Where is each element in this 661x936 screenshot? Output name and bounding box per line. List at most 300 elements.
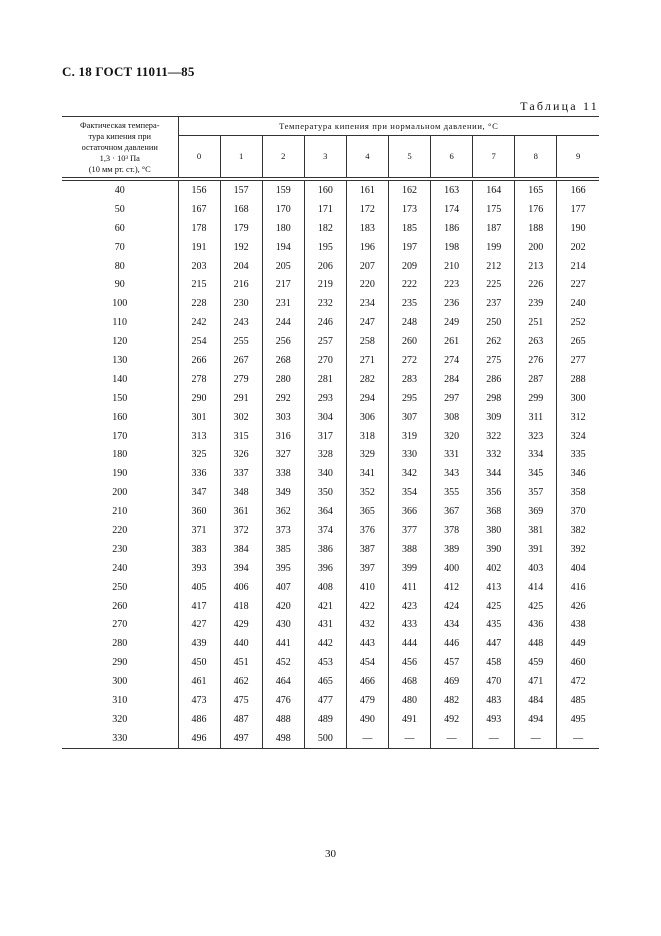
table-cell: 461 [178, 672, 220, 691]
table-cell: 457 [431, 653, 473, 672]
table-cell: 250 [473, 313, 515, 332]
table-cell: 198 [431, 238, 473, 257]
table-cell: 438 [557, 615, 599, 634]
table-row [62, 408, 599, 427]
column-header: 3 [304, 135, 346, 177]
table-cell: 418 [220, 597, 262, 616]
row-header-line: остаточном давлении [81, 142, 158, 152]
row-label: 160 [112, 411, 128, 423]
table-cell: 295 [388, 389, 430, 408]
table-cell: 470 [473, 672, 515, 691]
table-cell: 381 [515, 521, 557, 540]
table-cell: 426 [557, 597, 599, 616]
table-cell: 276 [515, 351, 557, 370]
table-cell: 407 [262, 578, 304, 597]
table-cell: 266 [178, 351, 220, 370]
table-cell: 311 [515, 408, 557, 427]
table-cell: 202 [557, 238, 599, 257]
table-cell: 424 [431, 597, 473, 616]
table-cell: 182 [304, 219, 346, 238]
table-cell: 197 [388, 238, 430, 257]
table-cell: 234 [346, 294, 388, 313]
row-label: 150 [112, 392, 128, 404]
table-cell: 374 [304, 521, 346, 540]
table-cell: 206 [304, 257, 346, 276]
table-cell: 440 [220, 634, 262, 653]
table-cell: 258 [346, 332, 388, 351]
table-cell: 260 [388, 332, 430, 351]
row-label: 260 [112, 600, 128, 612]
table-cell: 272 [388, 351, 430, 370]
table-cell: 466 [346, 672, 388, 691]
row-header-line: тура кипения при [88, 131, 152, 141]
table-cell: 280 [262, 370, 304, 389]
table-cell: 442 [304, 634, 346, 653]
table-cell: 275 [473, 351, 515, 370]
table-row [62, 615, 599, 634]
table-cell: 429 [220, 615, 262, 634]
table-cell: 496 [178, 729, 220, 748]
table-cell: 309 [473, 408, 515, 427]
table-cell: 475 [220, 691, 262, 710]
table-cell: 454 [346, 653, 388, 672]
table-cell: 431 [304, 615, 346, 634]
table-cell: 387 [346, 540, 388, 559]
table-row [62, 540, 599, 559]
table-cell: 261 [431, 332, 473, 351]
table-cell: 391 [515, 540, 557, 559]
table-cell: 179 [220, 219, 262, 238]
table-cell: 187 [473, 219, 515, 238]
table-cell: 220 [346, 275, 388, 294]
table-cell: 324 [557, 427, 599, 446]
table-cell: 190 [557, 219, 599, 238]
table-cell: 291 [220, 389, 262, 408]
table-cell: 320 [431, 427, 473, 446]
table-cell: 456 [388, 653, 430, 672]
table-cell: — [557, 729, 599, 748]
table-cell: 212 [473, 257, 515, 276]
table-cell: 199 [473, 238, 515, 257]
table-cell: 476 [262, 691, 304, 710]
table-cell: 251 [515, 313, 557, 332]
table-cell: 485 [557, 691, 599, 710]
table-row [62, 257, 599, 276]
table-cell: 225 [473, 275, 515, 294]
table-cell: 361 [220, 502, 262, 521]
table-cell: 282 [346, 370, 388, 389]
table-cell: 326 [220, 445, 262, 464]
table-cell: 319 [388, 427, 430, 446]
table-cell: 183 [346, 219, 388, 238]
table-cell: 300 [557, 389, 599, 408]
table-cell: 382 [557, 521, 599, 540]
table-cell: 364 [304, 502, 346, 521]
table-cell: 432 [346, 615, 388, 634]
table-cell: 170 [262, 200, 304, 219]
table-cell: 172 [346, 200, 388, 219]
table-cell: 473 [178, 691, 220, 710]
table-cell: 307 [388, 408, 430, 427]
table-cell: 471 [515, 672, 557, 691]
table-cell: 490 [346, 710, 388, 729]
table-cell: 304 [304, 408, 346, 427]
table-cell: 168 [220, 200, 262, 219]
column-header: 8 [515, 135, 557, 177]
row-label: 170 [112, 430, 128, 442]
table-cell: 417 [178, 597, 220, 616]
table-caption: Таблица 11 [520, 99, 599, 113]
table-cell: 171 [304, 200, 346, 219]
table-cell: 358 [557, 483, 599, 502]
boiling-point-table [62, 116, 599, 749]
table-cell: 500 [304, 729, 346, 748]
table-cell: 162 [388, 181, 430, 200]
table-cell: 194 [262, 238, 304, 257]
table-cell: 449 [557, 634, 599, 653]
table-cell: 256 [262, 332, 304, 351]
table-cell: 483 [473, 691, 515, 710]
table-cell: 294 [346, 389, 388, 408]
table-cell: 226 [515, 275, 557, 294]
table-cell: 458 [473, 653, 515, 672]
table-cell: — [346, 729, 388, 748]
table-cell: 287 [515, 370, 557, 389]
table-cell: 357 [515, 483, 557, 502]
table-cell: 216 [220, 275, 262, 294]
table-cell: 370 [557, 502, 599, 521]
column-header: 5 [388, 135, 430, 177]
row-label: 240 [112, 562, 128, 574]
table-cell: 288 [557, 370, 599, 389]
row-label: 320 [112, 713, 128, 725]
table-cell: 207 [346, 257, 388, 276]
table-cell: 244 [262, 313, 304, 332]
row-label: 60 [114, 222, 125, 234]
table-cell: 262 [473, 332, 515, 351]
table-cell: 271 [346, 351, 388, 370]
table-cell: 421 [304, 597, 346, 616]
table-cell: 214 [557, 257, 599, 276]
table-cell: 376 [346, 521, 388, 540]
table-cell: 439 [178, 634, 220, 653]
table-cell: 240 [557, 294, 599, 313]
table-cell: 178 [178, 219, 220, 238]
table-cell: 248 [388, 313, 430, 332]
table-cell: 219 [304, 275, 346, 294]
table-row [62, 389, 599, 408]
row-header-line: 1,3 · 10³ Па [99, 153, 140, 163]
table-cell: 338 [262, 464, 304, 483]
table-cell: 392 [557, 540, 599, 559]
table-cell: 191 [178, 238, 220, 257]
table-cell: 156 [178, 181, 220, 200]
table-cell: 292 [262, 389, 304, 408]
table-cell: 336 [178, 464, 220, 483]
row-label: 330 [62, 729, 178, 748]
column-header: 4 [346, 135, 388, 177]
table-cell: 232 [304, 294, 346, 313]
table-cell: 254 [178, 332, 220, 351]
row-label: 70 [114, 241, 125, 253]
table-cell: 236 [431, 294, 473, 313]
table-cell: 446 [431, 634, 473, 653]
table-cell: 396 [304, 559, 346, 578]
table-cell: 450 [178, 653, 220, 672]
table-cell: 385 [262, 540, 304, 559]
table-row [62, 238, 599, 257]
table-cell: 400 [431, 559, 473, 578]
row-label: 140 [112, 373, 128, 385]
table-cell: 341 [346, 464, 388, 483]
table-cell: 301 [178, 408, 220, 427]
table-cell: 354 [388, 483, 430, 502]
table-row [62, 710, 599, 729]
table-cell: 328 [304, 445, 346, 464]
column-header: 2 [262, 135, 304, 177]
table-cell: 299 [515, 389, 557, 408]
table-cell: 482 [431, 691, 473, 710]
table-cell: 188 [515, 219, 557, 238]
table-cell: 203 [178, 257, 220, 276]
column-header: 6 [431, 135, 473, 177]
table-cell: 494 [515, 710, 557, 729]
table-cell: 205 [262, 257, 304, 276]
column-header: 9 [557, 135, 599, 177]
table-cell: 394 [220, 559, 262, 578]
column-header: 7 [473, 135, 515, 177]
row-label: 230 [112, 543, 128, 555]
table-cell: 342 [388, 464, 430, 483]
table-cell: 249 [431, 313, 473, 332]
table-cell: 355 [431, 483, 473, 502]
table-cell: 465 [304, 672, 346, 691]
table-cell: 477 [304, 691, 346, 710]
table-cell: 347 [178, 483, 220, 502]
table-cell: 306 [346, 408, 388, 427]
table-cell: 459 [515, 653, 557, 672]
table-cell: 360 [178, 502, 220, 521]
row-label: 310 [112, 694, 128, 706]
table-cell: 283 [388, 370, 430, 389]
row-label: 100 [112, 298, 128, 310]
table-cell: 472 [557, 672, 599, 691]
table-row [62, 559, 599, 578]
table-cell: 430 [262, 615, 304, 634]
table-cell: 422 [346, 597, 388, 616]
table-cell: 413 [473, 578, 515, 597]
table-cell: 403 [515, 559, 557, 578]
table-cell: 350 [304, 483, 346, 502]
table-cell: 267 [220, 351, 262, 370]
row-label: 220 [112, 524, 128, 536]
table-cell: 302 [220, 408, 262, 427]
table-cell: 377 [388, 521, 430, 540]
table-cell: 425 [515, 597, 557, 616]
column-header: 1 [220, 135, 262, 177]
table-cell: 327 [262, 445, 304, 464]
table-cell: 159 [262, 181, 304, 200]
table-cell: 274 [431, 351, 473, 370]
table-cell: 492 [431, 710, 473, 729]
row-label: 190 [112, 468, 128, 480]
table-cell: 263 [515, 332, 557, 351]
table-cell: 243 [220, 313, 262, 332]
table-cell: 222 [388, 275, 430, 294]
table-cell: 318 [346, 427, 388, 446]
row-label: 250 [112, 581, 128, 593]
table-row [62, 294, 599, 313]
table-cell: — [388, 729, 430, 748]
table-cell: 402 [473, 559, 515, 578]
row-label: 270 [112, 619, 128, 631]
table-cell: 395 [262, 559, 304, 578]
table-cell: 297 [431, 389, 473, 408]
table-cell: 157 [220, 181, 262, 200]
table-row [62, 597, 599, 616]
table-cell: 235 [388, 294, 430, 313]
table-cell: 217 [262, 275, 304, 294]
table-cell: 349 [262, 483, 304, 502]
table-row [62, 464, 599, 483]
table-cell: 173 [388, 200, 430, 219]
table-cell: 386 [304, 540, 346, 559]
table-cell: 329 [346, 445, 388, 464]
table-cell: 493 [473, 710, 515, 729]
table-cell: 340 [304, 464, 346, 483]
table-cell: 390 [473, 540, 515, 559]
table-cell: 177 [557, 200, 599, 219]
table-cell: 332 [473, 445, 515, 464]
group-header: Температура кипения при нормальном давлении, °С [178, 117, 599, 136]
table-cell: 230 [220, 294, 262, 313]
table-cell: 268 [262, 351, 304, 370]
page-number: 30 [325, 848, 336, 860]
table-cell: 365 [346, 502, 388, 521]
table-cell: 160 [304, 181, 346, 200]
table-cell: 166 [557, 181, 599, 200]
table-cell: 368 [473, 502, 515, 521]
table-cell: 423 [388, 597, 430, 616]
table-cell: 388 [388, 540, 430, 559]
table-cell: 210 [431, 257, 473, 276]
table-cell: — [431, 729, 473, 748]
table-cell: 367 [431, 502, 473, 521]
row-header-line: Фактическая темпера- [80, 120, 160, 130]
table-cell: 239 [515, 294, 557, 313]
table-row [62, 275, 599, 294]
row-label: 50 [114, 203, 125, 215]
table-cell: 469 [431, 672, 473, 691]
table-cell: 460 [557, 653, 599, 672]
table-cell: 434 [431, 615, 473, 634]
table-cell: 416 [557, 578, 599, 597]
table-cell: 330 [388, 445, 430, 464]
table-cell: 389 [431, 540, 473, 559]
table-cell: 393 [178, 559, 220, 578]
table-cell: 227 [557, 275, 599, 294]
row-label: 280 [112, 638, 128, 650]
table-row [62, 653, 599, 672]
table-cell: 185 [388, 219, 430, 238]
page-header: С. 18 ГОСТ 11011—85 [62, 64, 195, 79]
table-cell: 293 [304, 389, 346, 408]
table-cell: 451 [220, 653, 262, 672]
column-header: 0 [178, 135, 220, 177]
row-label: 200 [112, 487, 128, 499]
row-label: 210 [112, 506, 128, 518]
table-cell: 427 [178, 615, 220, 634]
table-cell: 420 [262, 597, 304, 616]
table-cell: 195 [304, 238, 346, 257]
table-row [62, 672, 599, 691]
row-label: 130 [112, 354, 128, 366]
table-cell: 277 [557, 351, 599, 370]
table-cell: 343 [431, 464, 473, 483]
table-row [62, 200, 599, 219]
table-cell: 406 [220, 578, 262, 597]
row-label: 90 [114, 279, 125, 291]
table-cell: 498 [262, 729, 304, 748]
table-cell: 161 [346, 181, 388, 200]
row-label: 290 [112, 657, 128, 669]
table-cell: 489 [304, 710, 346, 729]
table-cell: 237 [473, 294, 515, 313]
table-cell: 453 [304, 653, 346, 672]
table-cell: 204 [220, 257, 262, 276]
table-cell: 436 [515, 615, 557, 634]
table-cell: 290 [178, 389, 220, 408]
table-row [62, 181, 599, 200]
table-row [62, 313, 599, 332]
table-cell: 298 [473, 389, 515, 408]
table-row [62, 502, 599, 521]
table-cell: 323 [515, 427, 557, 446]
table-cell: 246 [304, 313, 346, 332]
table-row [62, 351, 599, 370]
table-cell: 462 [220, 672, 262, 691]
table-cell: 405 [178, 578, 220, 597]
table-row [62, 427, 599, 446]
table-cell: 452 [262, 653, 304, 672]
table-cell: 331 [431, 445, 473, 464]
table-cell: 213 [515, 257, 557, 276]
table-row [62, 691, 599, 710]
table-cell: 373 [262, 521, 304, 540]
table-cell: 484 [515, 691, 557, 710]
table-cell: 317 [304, 427, 346, 446]
table-cell: 215 [178, 275, 220, 294]
table-cell: 322 [473, 427, 515, 446]
table-cell: 384 [220, 540, 262, 559]
table-row [62, 483, 599, 502]
table-cell: 192 [220, 238, 262, 257]
table-cell: 167 [178, 200, 220, 219]
table-cell: 378 [431, 521, 473, 540]
table-cell: 284 [431, 370, 473, 389]
table-cell: 369 [515, 502, 557, 521]
table-cell: 175 [473, 200, 515, 219]
table-cell: 410 [346, 578, 388, 597]
row-header-line: (10 мм рт. ст.), °С [88, 164, 151, 174]
table-row [62, 219, 599, 238]
row-label: 110 [112, 317, 128, 329]
table-cell: 495 [557, 710, 599, 729]
table-cell: 312 [557, 408, 599, 427]
table-cell: 174 [431, 200, 473, 219]
table-row [62, 370, 599, 389]
table-cell: 346 [557, 464, 599, 483]
